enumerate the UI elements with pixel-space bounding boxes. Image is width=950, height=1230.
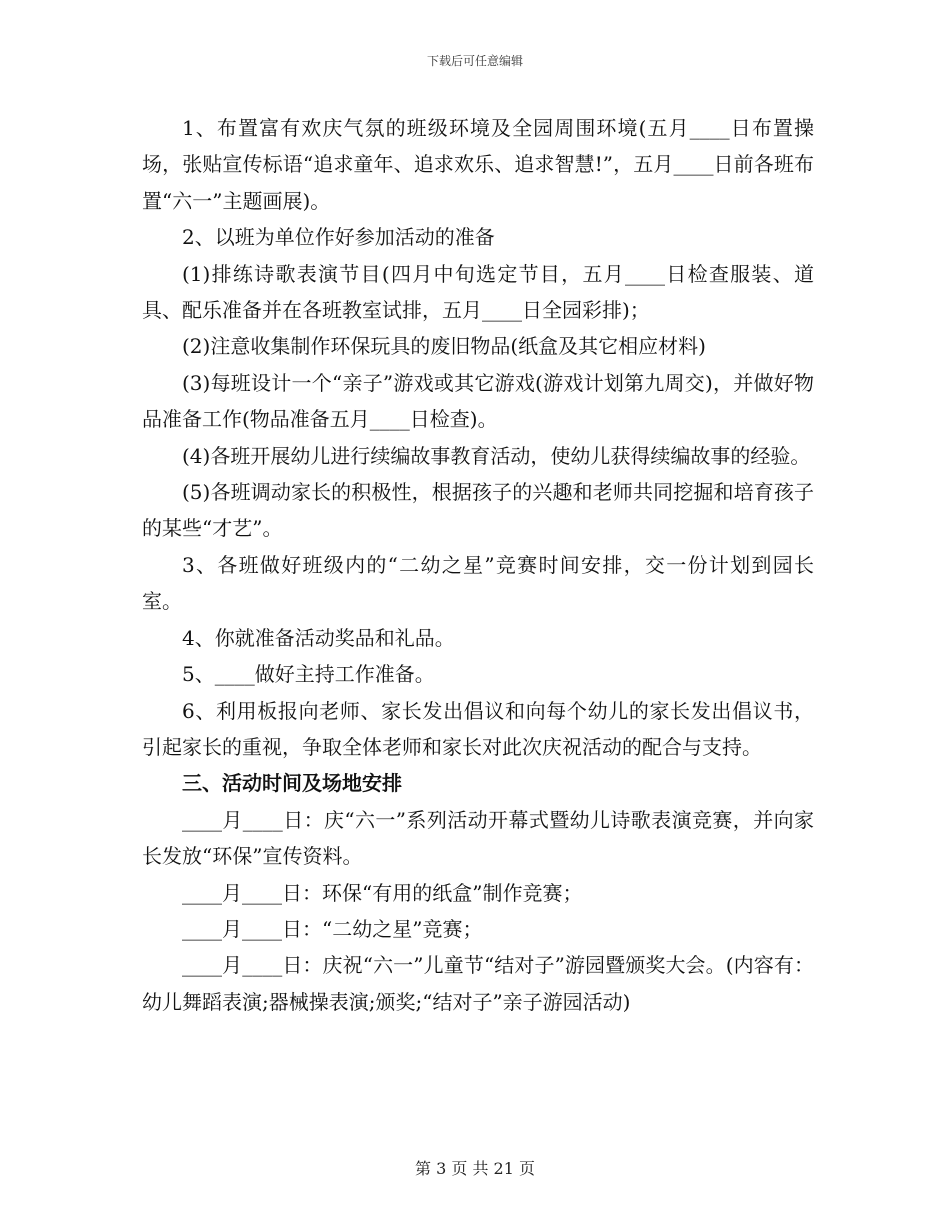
paragraph-sub-1: (1)排练诗歌表演节目(四月中旬选定节目，五月____日检查服装、道具、配乐准备并在各班教室试排，五月____日全园彩排)； [142, 261, 814, 323]
schedule-item-3: ____月____日：“二幼之星”竞赛； [182, 916, 483, 941]
paragraph-sub-2: (2)注意收集制作环保玩具的废旧物品(纸盒及其它相应材料) [182, 334, 706, 359]
schedule-item-1: ____月____日：庆“六一”系列活动开幕式暨幼儿诗歌表演竞赛，并向家长发放“环保”宣传资料。 [142, 807, 814, 869]
document-body [142, 110, 814, 1020]
page-header: 下载后可任意编辑 [426, 54, 523, 68]
paragraph-sub-3: (3)每班设计一个“亲子”游戏或其它游戏(游戏计划第九周交)，并做好物品准备工作(物品准备五月____日检查)。 [142, 370, 814, 432]
paragraph-item-3: 3、各班做好班级内的“二幼之星”竞赛时间安排，交一份计划到园长室。 [142, 552, 814, 614]
paragraph-item-5: 5、____做好主持工作准备。 [182, 662, 435, 687]
paragraph-item-1: 1、布置富有欢庆气氛的班级环境及全园周围环境(五月____日布置操场，张贴宣传标语“追求童年、追求欢乐、追求智慧!”，五月____日前各班布置“六一”主题画展)。 [142, 116, 814, 213]
paragraph-sub-5: (5)各班调动家长的积极性，根据孩子的兴趣和老师共同挖掘和培育孩子的某些“才艺”。 [142, 480, 814, 541]
page-footer: 第 3 页 共 21 页 [415, 1159, 535, 1178]
paragraph-item-2: 2、以班为单位作好参加活动的准备 [182, 225, 495, 250]
paragraph-item-4: 4、你就准备活动奖品和礼品。 [182, 625, 455, 650]
schedule-item-4: ____月____日：庆祝“六一”儿童节“结对子”游园暨颁奖大会。(内容有：幼儿舞蹈表演;器械操表演;颁奖;“结对子”亲子游园活动) [142, 953, 814, 1014]
paragraph-sub-4: (4)各班开展幼儿进行续编故事教育活动，使幼儿获得续编故事的经验。 [182, 443, 811, 468]
paragraph-item-6: 6、利用板报向老师、家长发出倡议和向每个幼儿的家长发出倡议书，引起家长的重视，争取全体老师和家长对此次庆祝活动的配合与支持。 [142, 698, 814, 759]
schedule-item-2: ____月____日：环保“有用的纸盒”制作竞赛； [182, 880, 583, 905]
section-heading: 三、活动时间及场地安排 [182, 771, 402, 796]
